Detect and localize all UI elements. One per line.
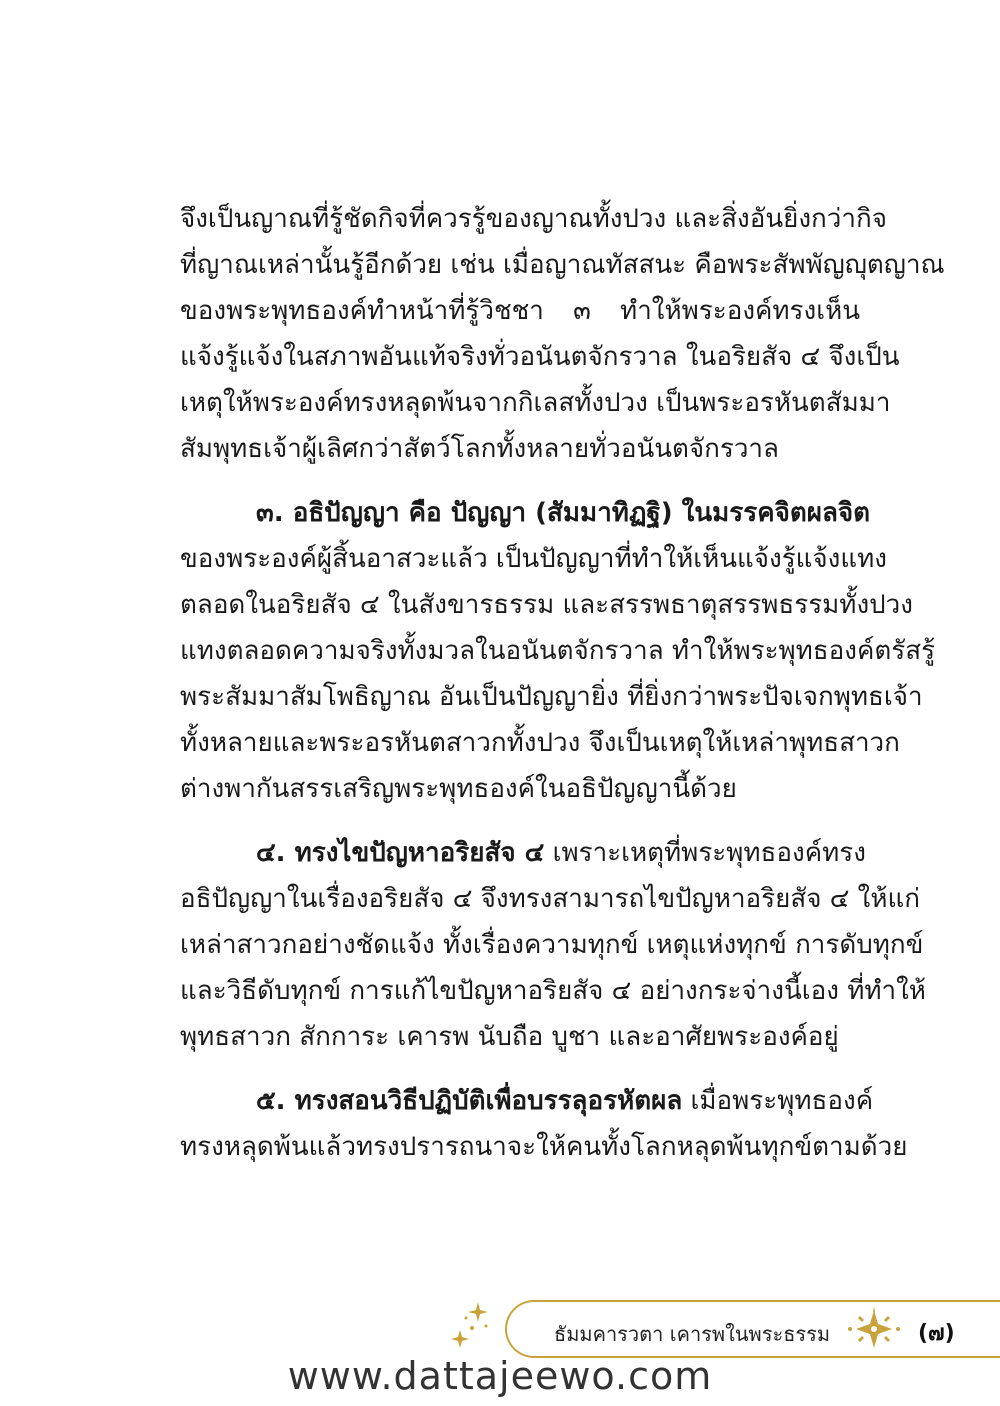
heading-continuation: เพราะเหตุที่พระพุทธองค์ทรง	[544, 838, 866, 868]
paragraph-3-adhipanna	[180, 490, 936, 812]
text-line: แจ้งรู้แจ้งในสภาพอันแท้จริงทั่วอนันตจักรวาล ในอริยสัจ ๔ จึงเป็น	[180, 342, 900, 372]
text-line: อธิปัญญาในเรื่องอริยสัจ ๔ จึงทรงสามารถไขปัญหาอริยสัจ ๔ ให้แก่	[180, 884, 920, 914]
text-line: และวิธีดับทุกข์ การแก้ไขปัญหาอริยสัจ ๔ อย่างกระจ่างนี้เอง ที่ทำให้	[180, 976, 926, 1006]
text-line: ของพระองค์ผู้สิ้นอาสวะแล้ว เป็นปัญญาที่ทำให้เห็นแจ้งรู้แจ้งแทง	[180, 544, 887, 574]
text-line: แทงตลอดความจริงทั้งมวลในอนันตจักรวาล ทำให้พระพุทธองค์ตรัสรู้	[180, 636, 936, 666]
text-line: เหล่าสาวกอย่างชัดแจ้ง ทั้งเรื่องความทุกข์ เหตุแห่งทุกข์ การดับทุกข์	[180, 930, 924, 960]
footer-title: ธัมมคารวตา เคารพในพระธรรม	[554, 1322, 831, 1346]
paragraph-4-ariyasacca	[180, 830, 926, 1060]
section-heading: ๔. ทรงไขปัญหาอริยสัจ ๔	[256, 838, 545, 868]
heading-continuation: เมื่อพระพุทธองค์	[682, 1086, 874, 1116]
text-line: พระสัมมาสัมโพธิญาณ อันเป็นปัญญายิ่ง ที่ยิ่งกว่าพระปัจเจกพุทธเจ้า	[180, 682, 923, 712]
text-line: เหตุให้พระองค์ทรงหลุดพ้นจากกิเลสทั้งปวง เป็นพระอรหันตสัมมา	[180, 388, 891, 418]
text-line: ของพระพุทธองค์ทำหน้าที่รู้วิชชา ๓ ทำให้พระองค์ทรงเห็น	[180, 296, 860, 326]
sparkle-ornament-icon	[448, 1300, 496, 1356]
section-heading: ๕. ทรงสอนวิธีปฏิบัติเพื่อบรรลุอรหัตผล	[256, 1086, 683, 1116]
text-line: ทรงหลุดพ้นแล้วทรงปรารถนาจะให้คนทั้งโลกหลุดพ้นทุกข์ตามด้วย	[180, 1132, 908, 1162]
section-heading-line	[180, 830, 866, 876]
text-line: ต่างพากันสรรเสริญพระพุทธองค์ในอธิปัญญานี้ด้วย	[180, 774, 737, 804]
text-line: สัมพุทธเจ้าผู้เลิศกว่าสัตว์โลกทั้งหลายทั่วอนันตจักรวาล	[180, 434, 779, 464]
golden-flower-ornament-icon	[844, 1304, 904, 1354]
page-number: (๗)	[918, 1321, 955, 1346]
text-line: ทั้งหลายและพระอรหันตสาวกทั้งปวง จึงเป็นเหตุให้เหล่าพุทธสาวก	[180, 728, 900, 758]
paragraph-5-practice	[180, 1078, 908, 1170]
website-url: www.dattajeewo.com	[287, 1354, 713, 1398]
body-text	[180, 196, 945, 1188]
text-line: ที่ญาณเหล่านั้นรู้อีกด้วย เช่น เมื่อญาณทัสสนะ คือพระสัพพัญญุตญาณ	[180, 250, 945, 280]
text-line: พุทธสาวก สักการะ เคารพ นับถือ บูชา และอาศัยพระองค์อยู่	[180, 1022, 839, 1052]
section-heading-line	[180, 1078, 874, 1124]
text-line: จึงเป็นญาณที่รู้ชัดกิจที่ควรรู้ของญาณทั้งปวง และสิ่งอันยิ่งกว่ากิจ	[180, 204, 887, 234]
section-heading: ๓. อธิปัญญา คือ ปัญญา (สัมมาทิฏฐิ) ในมรรคจิตผลจิต	[256, 498, 871, 528]
text-line: ตลอดในอริยสัจ ๔ ในสังขารธรรม และสรรพธาตุสรรพธรรมทั้งปวง	[180, 590, 913, 620]
paragraph-1	[180, 196, 945, 472]
